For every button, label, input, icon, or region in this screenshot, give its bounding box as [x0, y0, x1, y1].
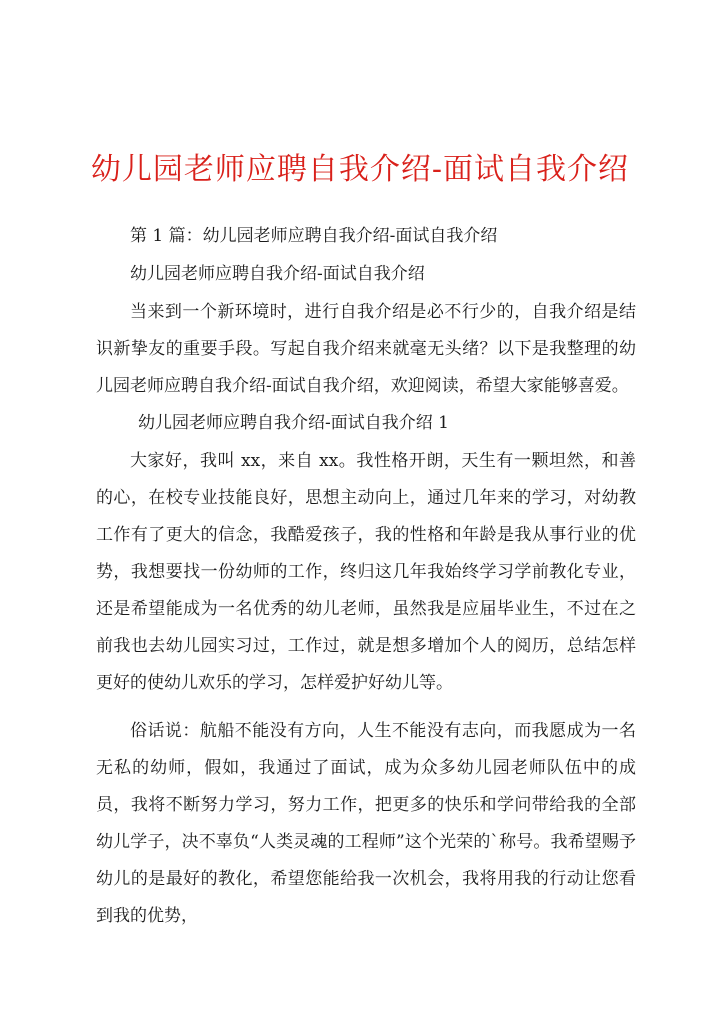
self-intro-paragraph: 大家好，我叫 xx，来自 xx。我性格开朗，天生有一颗坦然，和善的心，在校专业技能良好，思想主动向上，通过几年来的学习，对幼教工作有了更大的信念，我酷爱孩子，我的性格和年龄是我从事行业的优势，我想要找一份幼师的工作，终归这几年我始终学习学前教化专业，还是希望能成为一名优秀的幼儿老师，虽然我是应届毕业生，不过在之前我也去幼儿园实习过，工作过，就是想多增加个人的阅历，总结怎样更好的使幼儿欢乐的学习，怎样爱护好幼儿等。: [96, 451, 636, 693]
article-title: 幼儿园老师应聘自我介绍-面试自我介绍: [130, 264, 425, 284]
subheading: 幼儿园老师应聘自我介绍-面试自我介绍 1: [138, 413, 449, 433]
document-title: 幼儿园老师应聘自我介绍-面试自我介绍: [90, 152, 630, 187]
section-heading: 第 1 篇：幼儿园老师应聘自我介绍-面试自我介绍: [130, 226, 498, 246]
aspiration-paragraph: 俗话说：航船不能没有方向，人生不能没有志向，而我愿成为一名无私的幼师，假如，我通过了面试，成为众多幼儿园老师队伍中的成员，我将不断努力学习，努力工作，把更多的快乐和学问带给我的全部幼儿学子，决不辜负“人类灵魂的工程师”这个光荣的`称号。我希望赐予幼儿的是最好的教化，希望您能给我一次机会，我将用我的行动让您看到我的优势，: [96, 721, 636, 926]
intro-paragraph: 当来到一个新环境时，进行自我介绍是必不行少的，自我介绍是结识新挚友的重要手段。写起自我介绍来就毫无头绪？以下是我整理的幼儿园老师应聘自我介绍-面试自我介绍，欢迎阅读，希望大家能够喜爱。: [96, 302, 636, 396]
